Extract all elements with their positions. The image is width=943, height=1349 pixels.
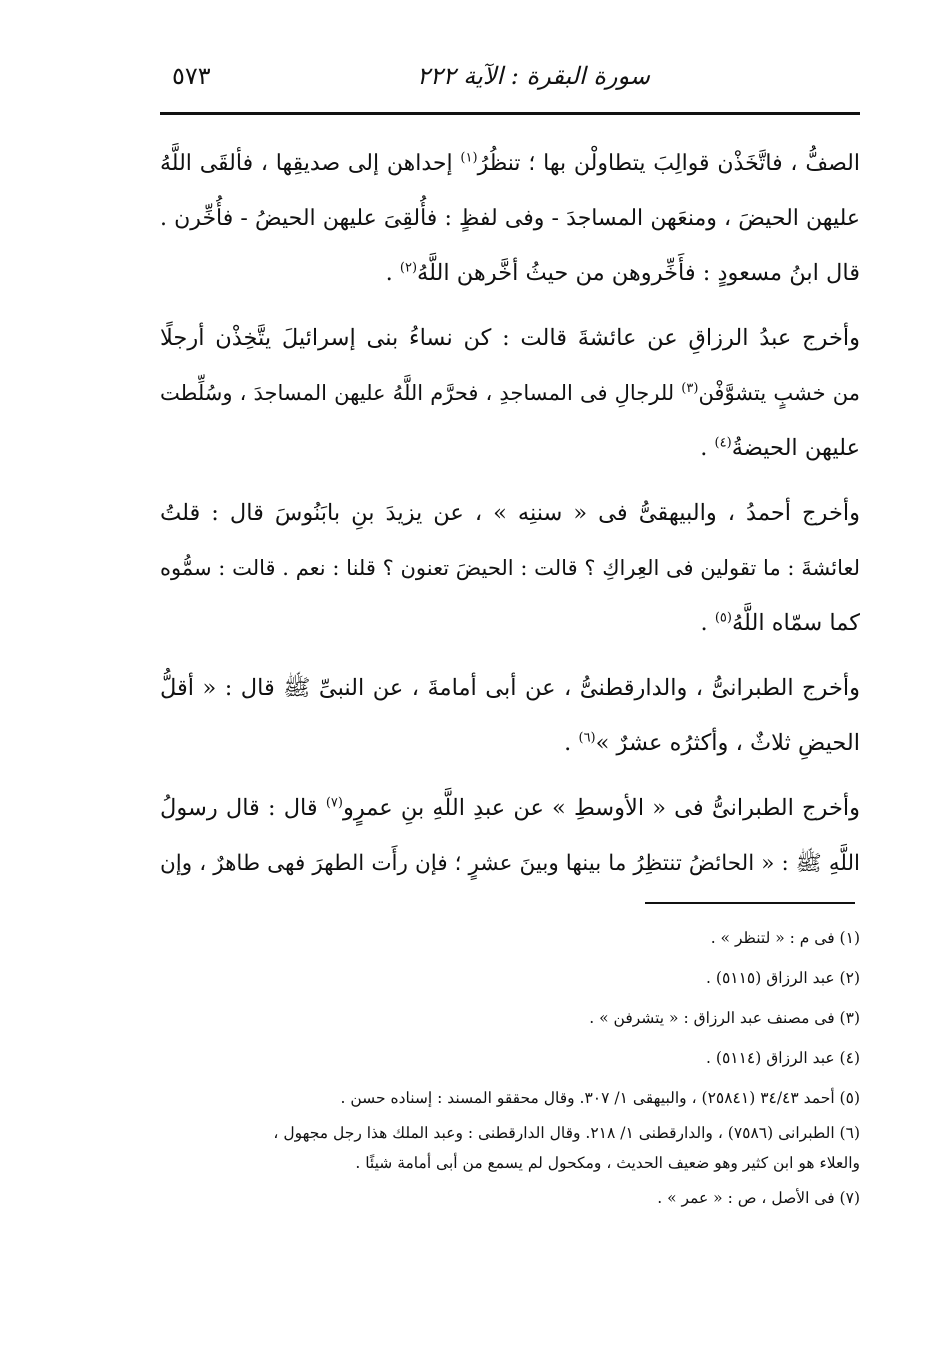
footnote-line: (٥) أحمد ٣٤/٤٣ (٢٥٨٤١) ، والبيهقى ١/ ٣٠٧. وقال محققو المسند : إسناده حسن . bbox=[340, 1089, 860, 1107]
footnote-line: (٣) فى مصنف عبد الرزاق : « يتشرفن » . bbox=[589, 1009, 860, 1027]
footnote-line: (٦) الطبرانى (٧٥٨٦) ، والدارقطنى ١/ ٢١٨. وقال الدارقطنى : وعبد الملك هذا رجل مجهول ، bbox=[273, 1124, 860, 1142]
paragraph-line: الحيضِ ثلاثٌ ، وأكثرُه عشرٌ »$^{(٦)}$ . bbox=[564, 730, 860, 756]
footnote-marker: (٧) bbox=[325, 795, 343, 811]
footnote-2 bbox=[160, 958, 860, 998]
footnote-marker: (٣) bbox=[681, 381, 699, 396]
paragraph-line: قال ابنُ مسعودٍ : فأَخِّروهن من حيثُ أخَّرهن اللَّهُ$^{(٢)}$ . bbox=[385, 260, 860, 286]
paragraph-5 bbox=[160, 781, 860, 891]
paragraph-line: لعائشةَ : ما تقولين فى العِراكِ ؟ قالت : الحيضَ تعنون ؟ قلنا : نعم . قالت : سمُّوه bbox=[160, 556, 860, 580]
footnotes bbox=[160, 918, 860, 1218]
paragraph-3 bbox=[160, 486, 860, 651]
footnote-5 bbox=[160, 1078, 860, 1118]
footnote-line: (٧) فى الأصل ، ص : « عمر » . bbox=[657, 1189, 860, 1207]
paragraph-1 bbox=[160, 136, 860, 301]
footnote-1 bbox=[160, 918, 860, 958]
paragraph-line: عليهن الحيضةُ$^{(٤)}$ . bbox=[700, 435, 860, 461]
footnote-separator bbox=[645, 902, 855, 904]
paragraph-line: عليهن الحيضَ ، ومنعَهن المساجدَ - وفى لفظٍ : فأُلقِىَ عليهن الحيضُ - فأُخِّرن . bbox=[160, 206, 860, 231]
paragraph-line: الصفُّ ، فاتَّخَذْن قوالِبَ يتطاولْن بها ؛ تنظُرُ$^{(١)}$ إحداهن إلى صديقِها ، فألقَى اللَّهُ bbox=[160, 150, 861, 176]
footnote-7 bbox=[160, 1178, 860, 1218]
header-title: سورة البقرة : الآية ٢٢٢ bbox=[416, 62, 650, 90]
paragraph-line: كما سمّاه اللَّهُ$^{(٥)}$ . bbox=[700, 610, 860, 636]
paragraph-line: اللَّهِ ﷺ : « الحائضُ تنتظِرُ ما بينها وبينَ عشرٍ ؛ فإن رأَت الطهرَ فهى طاهرٌ ، وإن bbox=[160, 851, 860, 876]
footnote-4 bbox=[160, 1038, 860, 1078]
footnote-6 bbox=[160, 1118, 860, 1178]
footnote-line: (٤) عبد الرزاق (٥١١٤) . bbox=[706, 1049, 860, 1067]
footnote-line: والعلاء هو ابن كثير وهو ضعيف الحديث ، ومكحول لم يسمع من أبى أمامة شيئًا . bbox=[355, 1154, 860, 1172]
footnote-marker: (١) bbox=[460, 150, 478, 166]
paragraph-4 bbox=[160, 661, 860, 771]
footnote-marker: (٢) bbox=[399, 260, 418, 276]
footnote-3 bbox=[160, 998, 860, 1038]
page-number: ٥٧٣ bbox=[172, 62, 211, 90]
footnote-line: (١) فى م : « لتنظر » . bbox=[710, 929, 860, 947]
footnote-marker: (٥) bbox=[714, 610, 732, 626]
paragraph-line: وأخرج عبدُ الرزاقِ عن عائشةَ قالت : كن نساءُ بنى إسرائيلَ يتَّخِذْن أرجلًا bbox=[160, 325, 860, 351]
paragraph-line: وأخرج الطبرانىُّ ، والدارقطنىُّ ، عن أبى أمامةَ ، عن النبىِّ ﷺ قال : « أقلُّ bbox=[160, 675, 860, 701]
paragraph-line: وأخرج الطبرانىُّ فى « الأوسطِ » عن عبدِ اللَّهِ بنِ عمرٍو$^{(٧)}$ قال : قال رسولُ bbox=[160, 795, 860, 821]
paragraph-2 bbox=[160, 311, 860, 476]
paragraph-line: من خشبٍ يتشوَّفْن$^{(٣)}$ للرجالِ فى المساجدِ ، فحرَّم اللَّهُ عليهن المساجدَ ، وسُلِّطت bbox=[160, 381, 860, 405]
body-text bbox=[160, 136, 860, 901]
footnote-marker: (٦) bbox=[578, 730, 596, 746]
paragraph-line: وأخرج أحمدُ ، والبيهقىُّ فى « سننِه » ، عن يزيدَ بنِ بابَنُوسَ قال : قلتُ bbox=[160, 500, 860, 526]
running-header bbox=[160, 58, 860, 98]
footnote-marker: (٤) bbox=[714, 435, 732, 451]
footnote-line: (٢) عبد الرزاق (٥١١٥) . bbox=[706, 969, 860, 987]
header-rule bbox=[160, 112, 860, 115]
